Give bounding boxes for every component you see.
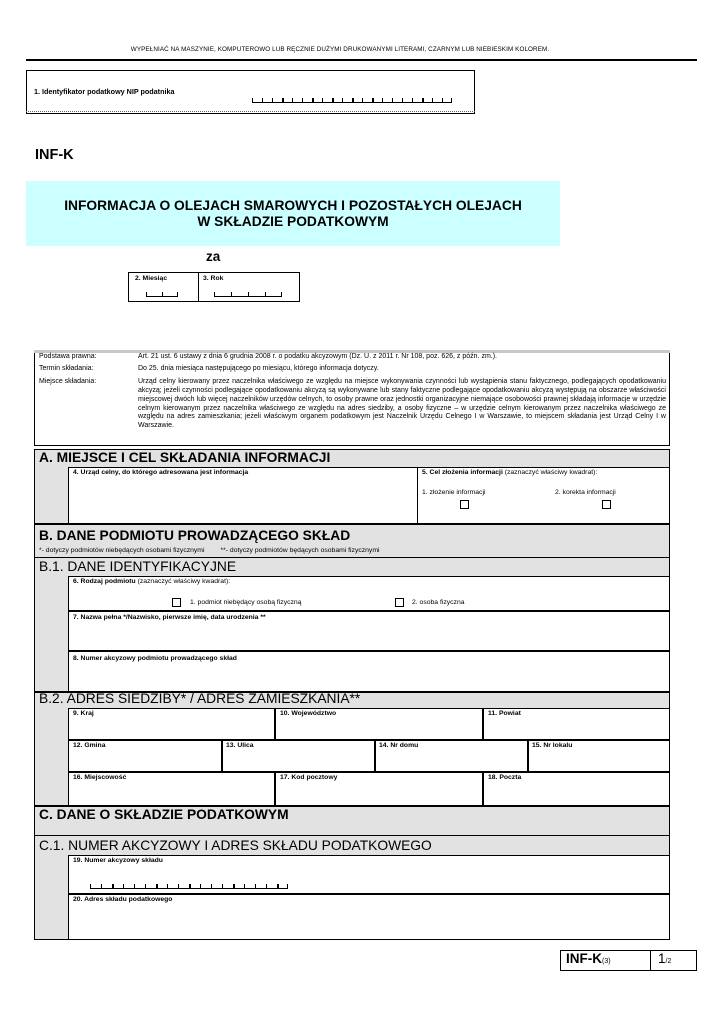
deadline-key: Termin składania: xyxy=(39,365,94,372)
month-label: 2. Miesiąc xyxy=(135,275,168,282)
section-a-heading: A. MIEJSCE I CEL SKŁADANIA INFORMACJI xyxy=(39,450,331,465)
section-c-heading: C. DANE O SKŁADZIE PODATKOWYM xyxy=(39,807,289,822)
form-code: INF-K xyxy=(35,147,74,163)
deadline-value: Do 25. dnia miesiąca następującego po miesiącu, którego informacja dotyczy. xyxy=(138,365,379,372)
street-label: 13. Ulica xyxy=(226,742,254,749)
purpose-option-2-checkbox[interactable] xyxy=(602,500,611,509)
month-input[interactable] xyxy=(146,292,178,297)
form-title xyxy=(26,198,560,229)
customs-office-label: 4. Urząd celny, do którego adresowana jest informacja xyxy=(73,469,249,476)
period-za: za xyxy=(206,249,221,264)
nip-input[interactable] xyxy=(252,98,452,103)
purpose-option-1-label: 1. złożenie informacji xyxy=(422,489,486,496)
entity-excise-number-label: 8. Numer akcyzowy podmiotu prowadzącego skład xyxy=(73,655,237,662)
note-natural: **- dotyczy podmiotów będących osobami fizycznymi xyxy=(220,547,380,554)
purpose-label: 5. Cel złożenia informacji (zaznaczyć właściwy kwadrat): xyxy=(422,469,598,476)
footer-separator xyxy=(650,950,651,971)
warehouse-excise-number-label: 19. Numer akcyzowy składu xyxy=(73,857,163,864)
purpose-option-1-checkbox[interactable] xyxy=(460,500,469,509)
city-label: 16. Miejscowość xyxy=(73,774,127,781)
footer-code-text: INF-K xyxy=(566,951,602,966)
entity-opt2-checkbox[interactable] xyxy=(395,598,404,607)
title-line-2: W SKŁADZIE PODATKOWYM xyxy=(197,213,389,229)
legal-basis-key: Podstawa prawna: xyxy=(39,353,97,360)
county-label: 11. Powiat xyxy=(488,710,521,717)
footer-page-total: /2 xyxy=(665,958,672,965)
footer-page-number xyxy=(658,951,671,966)
flat-number-label: 15. Nr lokalu xyxy=(532,742,573,749)
post-office-label: 18. Poczta xyxy=(488,774,522,781)
warehouse-excise-number-input[interactable] xyxy=(90,884,288,889)
nip-underline xyxy=(26,111,475,112)
footer-code-version: (3) xyxy=(602,958,611,965)
entity-opt1-label: 1. podmiot niebędący osobą fizyczną xyxy=(190,599,302,606)
full-name-label: 7. Nazwa pełna */Nazwisko, pierwsze imię, data urodzenia ** xyxy=(73,614,266,621)
fill-instruction: WYPEŁNIAĆ NA MASZYNIE, KOMPUTEROWO LUB RĘCZNIE DUŻYMI DRUKOWANYMI LITERAMI, CZARNYM LUB NIEBIESKIM KOLOREM. xyxy=(130,46,550,53)
entity-opt2-label: 2. osoba fizyczna xyxy=(412,599,465,606)
footer-page-current: 1 xyxy=(658,951,666,966)
title-line-1: INFORMACJA O OLEJACH SMAROWYCH I POZOSTAŁYCH OLEJACH xyxy=(64,198,522,213)
entity-opt1-checkbox[interactable] xyxy=(172,598,181,607)
top-rule xyxy=(26,59,697,61)
house-number-label: 14. Nr domu xyxy=(379,742,419,749)
note-non-natural: *- dotyczy podmiotów niebędących osobami fizycznymi xyxy=(39,547,205,554)
section-b-notes xyxy=(39,547,599,554)
country-field[interactable] xyxy=(68,708,275,740)
period-separator xyxy=(198,272,199,302)
purpose-option-2-label: 2. korekta informacji xyxy=(555,489,616,496)
place-value: Urząd celny kierowany przez naczelnika właściwego ze względu na miejsce wykonywania czynności lub wystąpienia stanu faktycznego, podlegających opodatkowaniu akcyzą; jeżeli czynności podlegające opodatkowaniu akcyzą są wykonywane lub stany faktyczne podlegające opodatkowaniu akcyzą występują na obszarze właściwości miejscowej dwóch lub więcej naczelników urzędów celnych, to osoby prawne oraz jednostki organizacyjne niemające osobowości prawnej składają informacje w urzędzie celnym kierowanym przez naczelnika właściwego ze względu na adres siedziby, a osoby fizyczne – w urzędzie celnym kierowanym przez naczelnika właściwego ze względu na adres zamieszkania; jeżeli właściwym organem podatkowym jest Naczelnik Urzędu Celnego I w Warszawie, to miejscem składania jest Urząd Celny I w Warszawie. xyxy=(138,378,666,430)
b1-heading: B.1. DANE IDENTYFIKACYJNE xyxy=(39,559,237,574)
nip-label: 1. Identyfikator podatkowy NIP podatnika xyxy=(34,87,175,96)
voivodeship-label: 10. Województwo xyxy=(280,710,337,717)
year-label: 3. Rok xyxy=(203,275,224,282)
legal-basis-value: Art. 21 ust. 6 ustawy z dnia 6 grudnia 2008 r. o podatku akcyzowym (Dz. U. z 2011 r. Nr 108, poz. 626, z późn. zm.). xyxy=(138,353,497,360)
postcode-label: 17. Kod pocztowy xyxy=(280,774,338,781)
b1-divider xyxy=(34,557,670,558)
warehouse-address-label: 20. Adres składu podatkowego xyxy=(73,896,173,903)
section-b-heading: B. DANE PODMIOTU PROWADZĄCEGO SKŁAD xyxy=(39,528,351,543)
entity-type-label: 6. Rodzaj podmiotu (zaznaczyć właściwy kwadrat): xyxy=(73,578,231,585)
c1-divider xyxy=(34,835,670,836)
commune-label: 12. Gmina xyxy=(73,742,106,749)
b2-heading: B.2. ADRES SIEDZIBY* / ADRES ZAMIESZKANIA** xyxy=(39,691,361,706)
footer-form-code xyxy=(566,951,611,966)
country-label: 9. Kraj xyxy=(73,710,94,717)
c1-heading: C.1. NUMER AKCYZOWY I ADRES SKŁADU PODATKOWEGO xyxy=(39,838,432,853)
place-key: Miejsce składania: xyxy=(39,378,97,385)
year-input[interactable] xyxy=(214,292,282,297)
